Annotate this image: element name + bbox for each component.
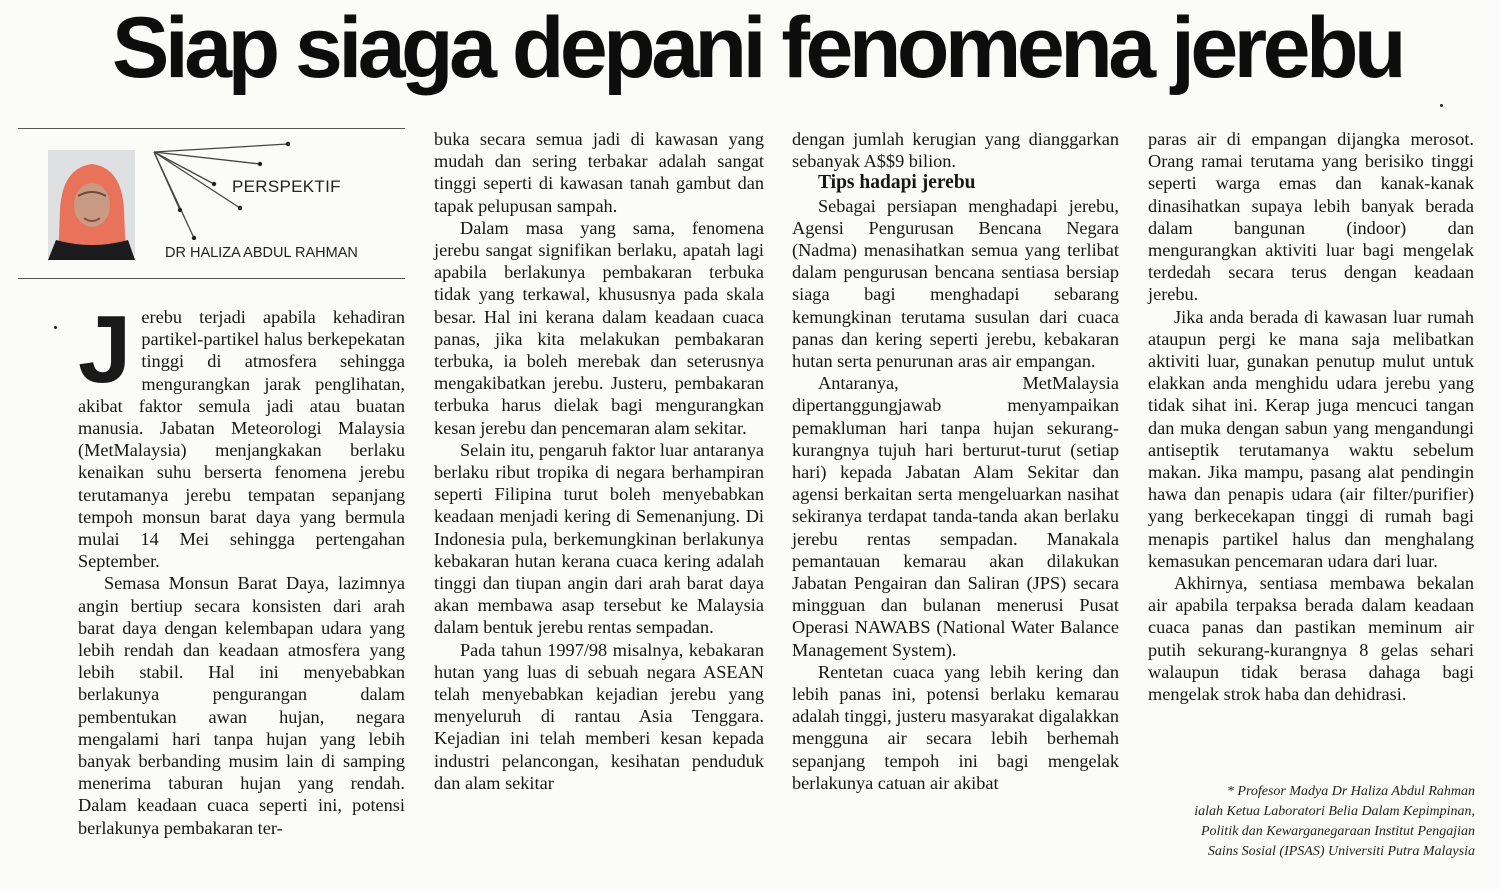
byline-rule-bottom: [18, 278, 405, 279]
paragraph: dengan jumlah kerugian yang dianggarkan sebanyak A$$9 bilion.: [792, 129, 1119, 172]
column-3: [792, 128, 1119, 794]
paragraph: Semasa Monsun Barat Daya, lazimnya angin bertiup secara konsisten dari arah barat daya dengan kelembapan udara yang lebih rendah dan keadaan atmosfera yang lebih stabil. Hal ini menyebabkan berlakunya pengurangan dalam pembentukan awan hujan, negara mengalami hari tanpa hujan yang lebih banyak berbanding musim lain di samping menerima taburan hujan yang rendah. Dalam keadaan cuaca seperti ini, potensi berlakunya pembakaran ter-: [78, 573, 405, 838]
paragraph: [78, 296, 405, 572]
paragraph: Antaranya, MetMalaysia dipertanggungjawab menyampaikan pemakluman hari tanpa hujan sekurang-kurangnya tujuh hari berturut-turut (setiap hari) kepada Jabatan Alam Sekitar dan agensi berkaitan serta mengeluarkan nasihat sekiranya terdapat tanda-tanda akan berlaku jerebu rentas sempadan. Manakala pemantauan kemarau akan dilakukan Jabatan Pengairan dan Saliran (JPS) secara mingguan dan bulanan menerusi Pusat Operasi NAWABS (National Water Balance Management System).: [792, 373, 1119, 660]
paragraph: paras air di empangan dijangka merosot. Orang ramai terutama yang berisiko tinggi seperti warga emas dan kanak-kanak dinasihatkan supaya lebih banyak berada dalam bangunan (indoor) dan mengurangkan aktiviti luar bagi mengelak terdedah secara terus dengan keadaan jerebu.: [1148, 129, 1474, 305]
paragraph: buka secara semua jadi di kawasan yang mudah dan sering terbakar adalah sangat tinggi seperti di kawasan tanah gambut dan tapak pelupusan sampah.: [434, 129, 764, 216]
footnote-line: Politik dan Kewarganegaraan Institut Pengajian: [1200, 824, 1475, 839]
column-2: [434, 128, 764, 794]
paragraph: Dalam masa yang sama, fenomena jerebu sangat signifikan berlaku, apatah lagi apabila berlakunya pembakaran terbuka tidak yang terkawal, khususnya pada skala besar. Hal ini kerana dalam keadaan cuaca panas, jika kita melakukan pembakaran terbuka, ia boleh merebak dan seterusnya mengakibatkan jerebu. Justeru, pembakaran terbuka harus dielak bagi mengurangkan kesan jerebu dan pencemaran alam sekitar.: [434, 217, 764, 438]
dropcap: J: [78, 296, 132, 403]
author-footnote: [1135, 782, 1475, 862]
speck: [1440, 104, 1443, 107]
author-portrait-icon: [48, 150, 135, 260]
paragraph: Rentetan cuaca yang lebih kering dan lebih panas ini, potensi berlaku kemarau adalah tinggi, justeru masyarakat digalakkan mengguna air secara lebih berhemah sepanjang tempoh ini bagi mengelak berlakunya catuan air akibat: [792, 661, 1119, 793]
footnote-line: Sains Sosial (IPSAS) Universiti Putra Malaysia: [1207, 844, 1475, 859]
column-1: [78, 296, 405, 839]
paragraph: Jika anda berada di kawasan luar rumah ataupun pergi ke mana saja melibatkan aktiviti luar, gunakan penutup mulut untuk elakkan anda menghidu udara jerebu yang tidak sihat ini. Kerap juga mencuci tangan dan muka dengan sabun yang mengandungi antiseptik terutamanya waktu sebelum makan. Jika mampu, pasang alat pendingin hawa dan penapis udara (air filter/purifier) yang berkecekapan tinggi di rumah bagi menapis partikel halus dan menghalang kemasukan pencemaran udara dari luar.: [1148, 306, 1474, 571]
paragraph-text: erebu terjadi apabila kehadiran partikel-partikel halus berkepekatan tinggi di atmosfera sehingga mengurangkan jarak penglihatan, akibat faktor semula jadi atau buatan manusia. Jabatan Meteorologi Malaysia (MetMalaysia) menjangkakan berlaku kenaikan suhu berserta fenomena jerebu terutamanya jerebu tempatan sepanjang tempoh monsun barat daya yang bermula mulai 14 Mei sehingga pertengahan September.: [78, 307, 405, 572]
column-4: [1148, 128, 1474, 705]
byline-rule-top: [18, 128, 405, 129]
paragraph: Akhirnya, sentiasa membawa bekalan air apabila terpaksa berada dalam keadaan cuaca panas dan pastikan meminum air putih sekurang-kurangnya 8 gelas sehari walaupun tidak berasa dahaga bagi mengelak strok haba dan dehidrasi.: [1148, 573, 1474, 705]
author-name: DR HALIZA ABDUL RAHMAN: [165, 245, 358, 261]
paragraph: Sebagai persiapan menghadapi jerebu, Agensi Pengurusan Bencana Negara (Nadma) menasihatkan semua yang terlibat dalam pengurusan bencana sentiasa bersiap siaga bagi menghadapi sebarang kemungkinan terutama susulan dari cuaca panas dan kering seperti jerebu, kebakaran hutan serta penurunan aras air empangan.: [792, 195, 1119, 372]
author-photo: [48, 150, 135, 260]
headline: Siap siaga depani fenomena jerebu: [112, 0, 1403, 96]
footnote-line: ialah Ketua Laboratori Belia Dalam Kepimpinan,: [1194, 804, 1475, 819]
rubric-label: PERSPEKTIF: [232, 177, 341, 196]
paragraph: Selain itu, pengaruh faktor luar antaranya berlaku ribut tropika di negara berhampiran seperti Filipina turut boleh menyebabkan keadaan menjadi kering di Semenanjung. Di Indonesia pula, berkemungkinan berlakunya kebakaran hutan kerana cuaca kering adalah tinggi dan tiupan angin dari arah barat daya akan membawa asap tersebut ke Malaysia dalam bentuk jerebu rentas sempadan.: [434, 439, 764, 638]
speck: [54, 326, 57, 329]
footnote-line: * Profesor Madya Dr Haliza Abdul Rahman: [1226, 784, 1475, 799]
subheading: Tips hadapi jerebu: [818, 172, 976, 194]
paragraph: Pada tahun 1997/98 misalnya, kebakaran hutan yang luas di sebuah negara ASEAN telah menyebabkan kejadian jerebu yang menyeluruh di rantau Asia Tenggara. Kejadian ini telah memberi kesan kepada industri pelancongan, kesihatan penduduk dan alam sekitar: [434, 639, 764, 793]
